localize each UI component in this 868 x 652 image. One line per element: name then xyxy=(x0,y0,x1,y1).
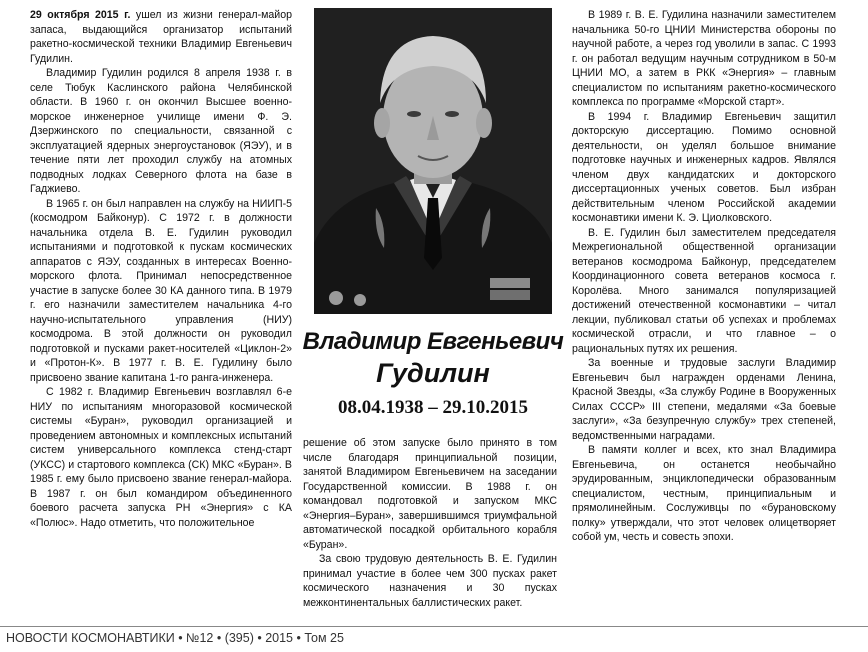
article-paragraph: 29 октября 2015 г. ушел из жизни генерал-майор запаса, выдающийся организатор испытаний ракетно-космической техники Владимир Евгеньевич Гудилин. xyxy=(30,9,292,65)
article-column-right xyxy=(572,8,836,545)
article-paragraph: Владимир Гудилин родился 8 апреля 1938 г. в селе Тюбук Каслинского района Челябинской области. В 1960 г. он окончил Высшее военно-морское инженерное училище имени Ф. Э. Дзержинского по специальности, связанной с эксплуатацией ядерных энергоустановок (ЯЭУ), и в течение пяти лет проходил службу на атомных подводных лодках Северного флота на базе в Гаджиево. xyxy=(30,67,292,195)
life-dates: 08.04.1938 – 29.10.2015 xyxy=(338,397,528,418)
article-paragraph: В памяти коллег и всех, кто знал Владимира Евгеньевича, он останется необычайно эрудированным, энциклопедически образованным специалистом, честным, принципиальным и прямолинейным. Сослуживцы по «бурановскому полку» утверждали, что этот человек олицетворяет собой ум, честь и совесть эпохи. xyxy=(572,444,836,543)
article-paragraph: В 1994 г. Владимир Евгеньевич защитил докторскую диссертацию. Помимо основной деятельности, он уделял большое внимание подготовке научных и инженерных кадров. Являлся членом двух кандидатских и докторского диссертационных ученых советов. Был избран действительным членом Российской академии космонавтики имени К. Э. Циолковского. xyxy=(572,110,836,224)
page-footer: НОВОСТИ КОСМОНАВТИКИ • №12 • (395) • 2015 • Том 25 xyxy=(6,631,344,645)
person-name-surname: Гудилин xyxy=(376,358,490,388)
article-column-middle xyxy=(303,436,557,610)
article-paragraph: За свою трудовую деятельность В. Е. Гудилин принимал участие в более чем 300 пусках ракет космического назначения и 30 пусках межконтинентальных баллистических ракет. xyxy=(303,553,557,609)
article-paragraph: решение об этом запуске было принято в том числе благодаря принципиальной позиции, занятой Владимиром Евгеньевичем на заседании Государственной комиссии. В 1988 г. он командовал подготовкой и запуском МКС «Энергия–Буран», завершившимся триумфальной автоматической посадкой орбитального корабля «Буран». xyxy=(303,437,557,551)
article-paragraph: В 1989 г. В. Е. Гудилина назначили заместителем начальника 50-го ЦНИИ Министерства обороны по научной работе, а через год уволили в запас. С 1993 г. он работал ведущим научным сотрудником в 50-м ЦНИИ МО, а затем в РКК «Энергия» – главным специалистом по испытаниям ракетно-космического комплекса по программе «Морской старт». xyxy=(572,9,836,108)
article-paragraph: С 1982 г. Владимир Евгеньевич возглавлял 6-е НИУ по испытаниям многоразовой космической системы «Буран», руководил организацией и проведением автономных и комплексных испытаний систем универсального комплекса стенд-старт (УКСС) и стартового комплекса (СК) МКС «Буран». В 1985 г. ему было присвоено звание генерал-майора. В 1987 г. он был командиром объединенного боевого расчета запуска РН «Энергия» с КА «Полюс». Надо отметить, что положительное xyxy=(30,386,292,529)
article-paragraph: В. Е. Гудилин был заместителем председателя Межрегиональной общественной организации ветеранов космодрома Байконур, председателем Координационного совета ветеранов космоса г. Королёва. Много занимался популяризацией достижений отечественной космонавтики – читал лекции, публиковал статьи об успехах и проблемах космической отрасли, и что главное – о рациональных путях их решения. xyxy=(572,226,836,355)
footer-divider xyxy=(0,626,868,627)
person-name-first: Владимир Евгеньевич xyxy=(302,328,564,355)
article-column-left xyxy=(30,8,292,530)
portrait-photo xyxy=(314,8,552,314)
article-lead-date: 29 октября 2015 г. xyxy=(30,9,131,21)
article-paragraph: За военные и трудовые заслуги Владимир Евгеньевич был награжден орденами Ленина, Красной Звезды, «За службу Родине в Вооруженных Силах СССР» III степени, медалями «За боевые заслуги», «За безупречную службу» трех степеней, ведомственными наградами. xyxy=(572,357,836,442)
article-paragraph: В 1965 г. он был направлен на службу на НИИП-5 (космодром Байконур). С 1972 г. в должности начальника отдела В. Е. Гудилин руководил испытаниями и подготовкой к пускам космических аппаратов с ЯЭУ, созданных в интересах Военно-морского флота. Принимал непосредственное участие в запуске более 30 КА данного типа. В 1979 г. его назначили заместителем начальника 4-го научно-испытательного управления (НИУ) космодрома. В этой должности он руководил подготовкой и пусками ракет-носителей «Циклон-2» и «Протон-К». В 1977 г. В. Е. Гудилину было присвоено звание капитана 1-го ранга-инженера. xyxy=(30,197,292,384)
